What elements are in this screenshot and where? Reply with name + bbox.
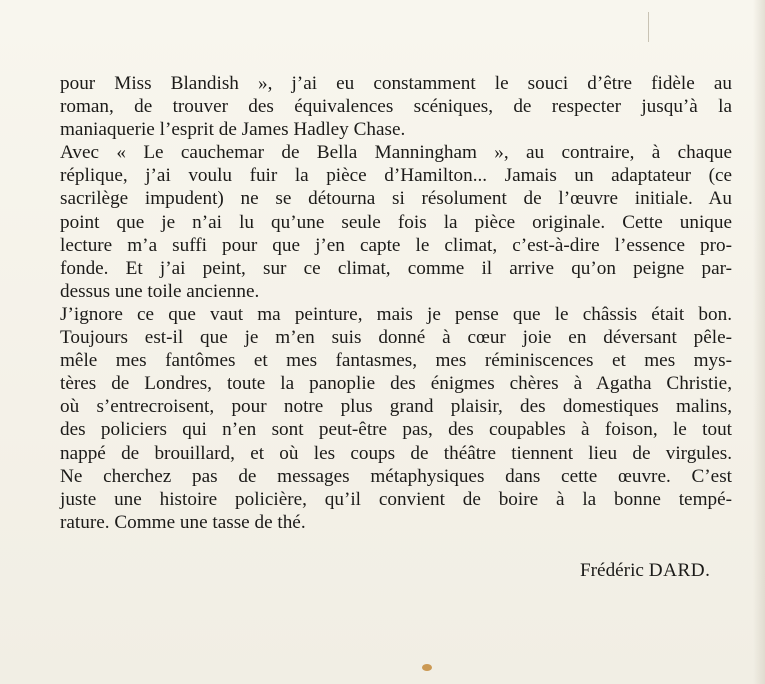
text-line: fonde. Et j’ai peint, sur ce climat, comme il arrive qu’on peigne par- — [60, 257, 732, 279]
text-line: réplique, j’ai voulu fuir la pièce d’Hamilton... Jamais un adaptateur (ce — [60, 165, 732, 187]
text-line: nappé de brouillard, et où les coups de théâtre tiennent lieu de virgules. — [60, 442, 732, 464]
paper-stain — [422, 664, 432, 671]
text-line: rature. Comme une tasse de thé. — [60, 511, 306, 533]
text-line: point que je n’ai lu qu’une seule fois la pièce originale. Cette unique — [60, 211, 732, 233]
paper-crease-mark — [648, 12, 649, 42]
page-edge-shadow — [753, 0, 765, 684]
author-signature — [580, 559, 710, 582]
body-text — [60, 72, 732, 534]
text-line: maniaquerie l’esprit de James Hadley Chase. — [60, 119, 406, 141]
author-surname: DARD. — [648, 560, 711, 581]
text-line: Ne cherchez pas de messages métaphysiques dans cette œuvre. C’est — [60, 465, 732, 487]
text-line: J’ignore ce que vaut ma peinture, mais je pense que le châssis était bon. — [60, 303, 732, 325]
text-line: pour Miss Blandish », j’ai eu constamment le souci d’être fidèle au — [60, 73, 732, 94]
text-line: mêle mes fantômes et mes fantasmes, mes réminiscences et mes mys- — [60, 350, 732, 372]
text-line: où s’entrecroisent, pour notre plus grand plaisir, des domestiques malins, — [60, 396, 732, 418]
text-line: dessus une toile ancienne. — [60, 280, 260, 302]
text-line: Toujours est-il que je m’en suis donné à cœur joie en déversant pêle- — [60, 327, 732, 349]
text-line: tères de Londres, toute la panoplie des énigmes chères à Agatha Christie, — [60, 373, 732, 395]
author-first-name: Frédéric — [580, 560, 644, 581]
text-line: des policiers qui n’en sont peut-être pas, des coupables à foison, le tout — [60, 419, 732, 441]
text-line: juste une histoire policière, qu’il convient de boire à la bonne tempé- — [60, 488, 732, 510]
text-line: lecture m’a suffi pour que j’en capte le climat, c’est-à-dire l’essence pro- — [60, 234, 732, 256]
text-line: sacrilège impudent) ne se détourna si résolument de l’œuvre initiale. Au — [60, 188, 732, 210]
text-line: roman, de trouver des équivalences scéniques, de respecter jusqu’à la — [60, 96, 732, 118]
text-line: Avec « Le cauchemar de Bella Manningham », au contraire, à chaque — [60, 142, 732, 164]
